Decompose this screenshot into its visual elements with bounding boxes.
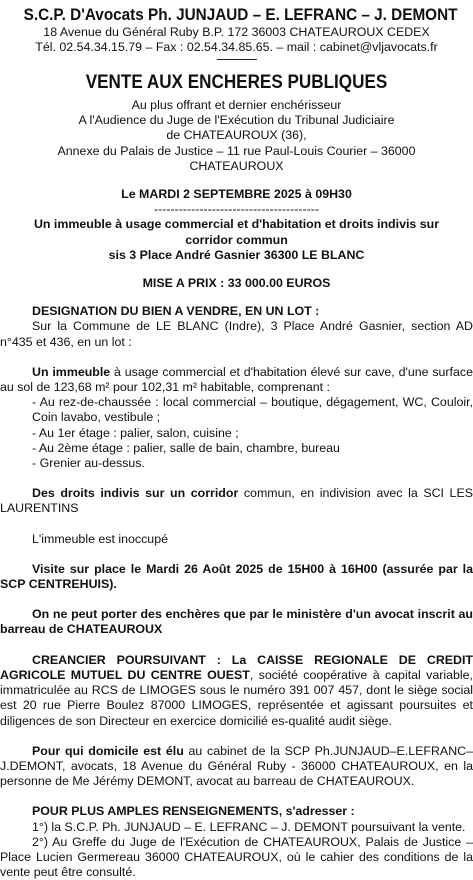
visit-info: Visite sur place le Mardi 26 Août 2025 de 15H00 à 16H00 (assurée par la SCP CENTREHUIS). [0, 561, 473, 592]
intro-line-4: Annexe du Palais de Justice – 11 rue Paul-Louis Courier – 36000 [57, 143, 416, 158]
designation-heading: DESIGNATION DU BIEN A VENDRE, EN UN LOT : [32, 304, 320, 319]
property-object [0, 217, 473, 263]
building-rooms-list [0, 395, 473, 471]
header-divider [217, 59, 257, 60]
creditor-text: , société coopérative à capital variable, immatriculée au RCS de LIMOGES sous le numéro 391 007 457, dont le siège social est 20 rue Pierre Boulez 87000 LIMOGES, représentée et agissant poursuites et diligences de son Directeur en exercice domicilié es-qualité audit siège. [0, 667, 473, 728]
starting-price: MISE A PRIX : 33 000.00 EUROS [142, 276, 331, 291]
intro-line-2: A l'Audience du Juge de l'Exécution du Tribunal Judiciaire [78, 113, 395, 128]
list-item: - Au 2ème étage : palier, salle de bain, chambre, bureau [32, 440, 340, 455]
firm-address: 18 Avenue du Général Ruby B.P. 172 36003 CHATEAUROUX CEDEX [43, 25, 430, 39]
creditor-lead: CREANCIER POURSUIVANT : La CAISSE REGIONALE DE CREDIT AGRICOLE MUTUEL DU CENTRE OUEST [0, 652, 473, 682]
intro-line-3: de CHATEAUROUX (36), [166, 128, 307, 143]
corridor-rights [0, 486, 473, 516]
domicile-lead: Pour qui domicile est élu [32, 743, 184, 758]
list-item: - Au 1er étage : palier, salon, cuisine ; [32, 425, 239, 440]
object-line-2: corridor commun [185, 232, 288, 247]
building-section [0, 365, 473, 471]
building-lead: Un immeuble [32, 364, 111, 379]
intro-line-5: CHATEAUROUX [189, 158, 284, 173]
firm-contact: Tél. 02.54.34.15.79 – Fax : 02.54.34.85.65. – mail : cabinet@vljavocats.fr [35, 40, 438, 54]
corridor-lead: Des droits indivis sur un corridor [32, 486, 239, 501]
occupancy-status: L'immeuble est inoccupé [32, 531, 168, 546]
info-item-2: 2°) Au Greffe du Juge de l'Exécution de CHATEAUROUX, Palais de Justice – Place Lucien Germereau 36000 CHATEAUROUX, où le cahier des conditions de la vente peut être consulté. [0, 834, 473, 880]
domicile [0, 744, 473, 790]
intro-line-1: Au plus offrant et dernier enchérisseur [131, 98, 342, 112]
creditor [0, 653, 473, 729]
list-item: - Grenier au-dessus. [32, 456, 145, 471]
corridor-text: commun, en indivision avec la SCI LES LAURENTINS [0, 486, 473, 516]
sale-date: Le MARDI 2 SEPTEMBRE 2025 à 09H30 [121, 187, 352, 202]
building-description [0, 365, 473, 395]
object-line-3: sis 3 Place André Gasnier 36300 LE BLANC [108, 247, 365, 262]
separator: ---------------------------------------- [153, 202, 320, 217]
firm-name: S.C.P. D'Avocats Ph. JUNJAUD – E. LEFRANC – J. DEMONT [23, 5, 458, 24]
domicile-text: au cabinet de la SCP Ph.JUNJAUD–E.LEFRANC–J.DEMONT, avocats, 18 Avenue du Général Ruby - 36000 CHATEAUROUX, en la personne de Me Jérémy DEMONT, avocat au barreau de CHATEAUROUX. [0, 743, 473, 789]
info-item-1: 1°) la S.C.P. Ph. JUNJAUD – E. LEFRANC – J. DEMONT poursuivant la vente. [32, 819, 466, 834]
building-text: à usage commercial et d'habitation élevé sur cave, d'une surface au sol de 123,68 m² pour 102,31 m² habitable, comprenant : [0, 364, 473, 395]
info-heading: POUR PLUS AMPLES RENSEIGNEMENTS, s'adresser : [32, 804, 355, 819]
designation-text: Sur la Commune de LE BLANC (Indre), 3 Place André Gasnier, section AD n°435 et 436, en un lot : [0, 319, 473, 349]
info-section [0, 804, 473, 880]
designation-section [0, 304, 473, 350]
notice-title: VENTE AUX ENCHERES PUBLIQUES [85, 72, 388, 93]
intro [0, 98, 473, 174]
list-item: - Au rez-de-chaussée : local commercial – boutique, dégagement, WC, Couloir, Coin lavabo, vestibule ; [32, 395, 473, 425]
lawyer-requirement: On ne peut porter des enchères que par le ministère d'un avocat inscrit au barreau de CHATEAUROUX [0, 607, 473, 637]
object-line-1: Un immeuble à usage commercial et d'habitation et droits indivis sur [33, 217, 440, 232]
